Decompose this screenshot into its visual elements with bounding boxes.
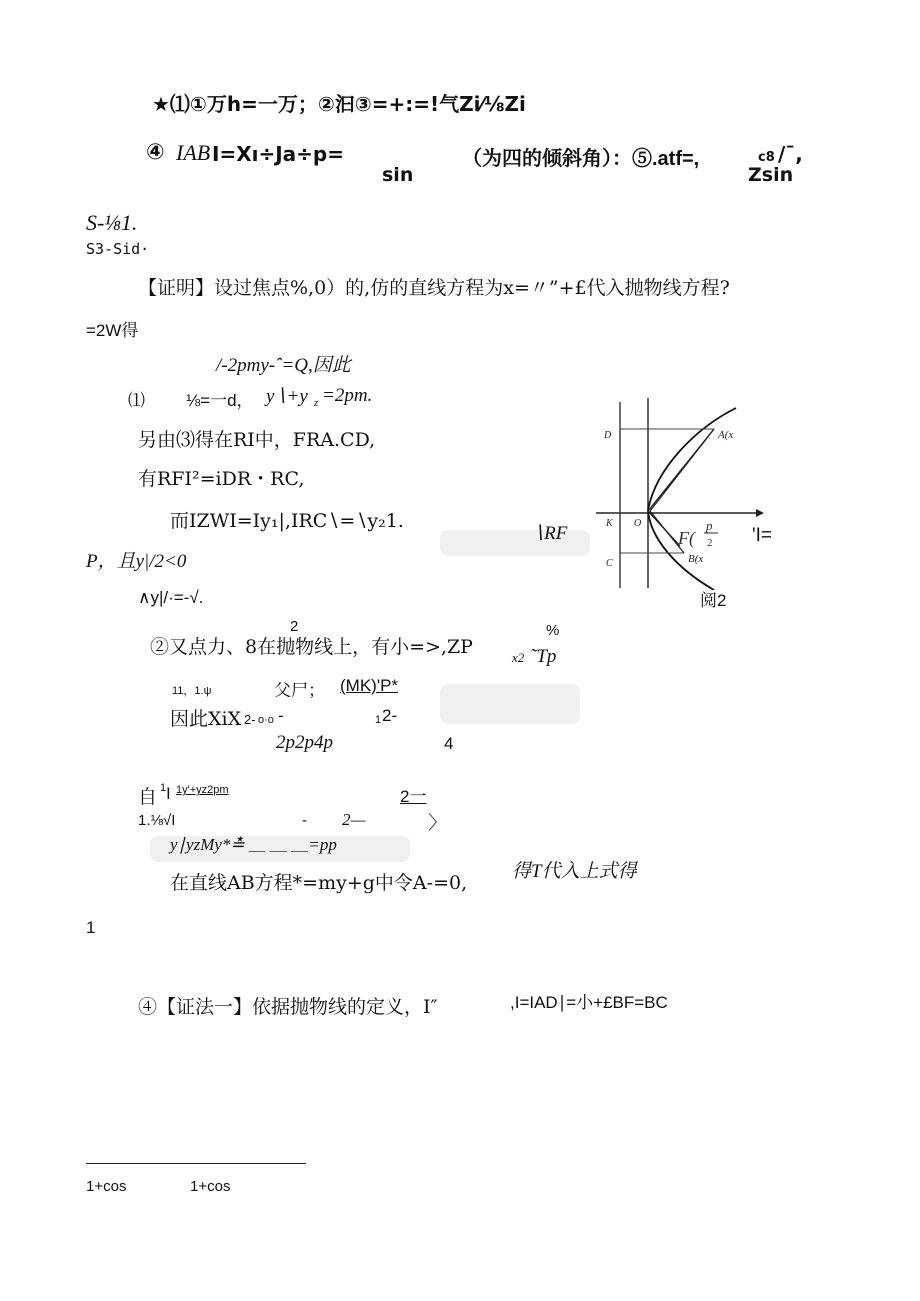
- step-3-bar: I: [166, 784, 171, 803]
- product-x-tail: 2-: [382, 706, 398, 725]
- figure-caption: 阅2: [700, 591, 727, 610]
- tp-term: ˜Tp: [530, 646, 557, 667]
- label-p: p: [706, 518, 713, 533]
- step-3-sup: 1: [160, 782, 167, 794]
- x2-sub: x2: [512, 650, 525, 665]
- sum-y-value: =2pm.: [322, 385, 373, 406]
- step-2-sub: 父尸；: [274, 681, 325, 701]
- mk-term: (MK)'P*: [340, 676, 399, 695]
- label-k: K: [606, 518, 613, 529]
- line-ab-equation: 在直线AB方程*=my+g中令A-=0,: [170, 872, 468, 894]
- denominator-4: 4: [444, 734, 454, 753]
- parabola-figure: [596, 398, 766, 590]
- step-1-marker: ⑴: [128, 391, 145, 410]
- abs-ab-label: ΙAB: [176, 140, 211, 165]
- step-3-angle: 〉: [428, 813, 448, 834]
- scan-smudge-2: [440, 684, 580, 724]
- sum-y-sub: z: [314, 397, 319, 409]
- formula-line-1: ★⑴①万h=一万；②汩③=+:=!气Zi⁄⅛Zi: [152, 92, 526, 116]
- step-3-num: 1y'+yz2pm: [176, 784, 229, 796]
- denominators-2p: 2p2p4p: [276, 732, 333, 753]
- percent-mark: %: [546, 622, 560, 639]
- incline-note: （为四的倾斜角）：⑤.atf=,: [462, 148, 700, 170]
- step-2-line: ②又点力、8在抛物线上，有小=>,ZP: [150, 636, 473, 658]
- scan-smudge: [440, 530, 590, 556]
- item-4-marker: ④: [146, 140, 165, 165]
- product-y: ⅛=一d，: [186, 391, 254, 410]
- formula-sub: c8: [758, 150, 775, 165]
- sum-y: y∖+y: [266, 386, 308, 407]
- proof-line-y: ∧y|/·=-√.: [138, 588, 204, 607]
- rf-label: ∖RF: [532, 523, 568, 544]
- denominator-zsin: Zsin: [748, 164, 794, 186]
- label-f: F(: [678, 528, 695, 548]
- substitute-text: 得T代入上式得: [512, 861, 637, 882]
- footnote-divider: [86, 1163, 306, 1164]
- proof-line-rt: 另由⑶得在RI中，FRA.CD,: [138, 429, 376, 451]
- step-3-num-2: 2一: [400, 787, 427, 806]
- area-formula: S-⅛1.: [86, 210, 138, 235]
- label-c: C: [606, 558, 613, 569]
- step-3-minus: -: [302, 812, 307, 829]
- rf-eq: 'I=: [752, 525, 773, 546]
- proof-line-rf: 有RFI²=iDR・RC,: [138, 468, 305, 490]
- step-3-two: 2—: [342, 810, 366, 829]
- proof-intro-cont: =2W得: [86, 321, 139, 340]
- label-2: 2: [707, 537, 713, 549]
- proof-line-p: P，且y|/2<0: [86, 551, 187, 572]
- step-3-denominator: y∣yzMy*≛ ＿ ＿ ＿=pp: [170, 835, 337, 854]
- x-axis-arrow: [756, 509, 764, 517]
- proof-intro: 【证明】设过焦点%,0）的,仿的直线方程为x=〃”+£代入抛物线方程?: [138, 277, 730, 299]
- focal-chord-formula: Ι=Xı÷Ja÷p=: [212, 142, 345, 166]
- area-formula-2: S3-Sid·: [86, 240, 150, 258]
- step-3-frac: 1.⅛√I: [138, 812, 176, 829]
- product-x-dots: o·o: [258, 714, 274, 726]
- lone-one: 1: [86, 918, 96, 937]
- superscript-2: 2: [290, 618, 299, 635]
- tiny-index: 11，1.ψ: [172, 685, 212, 697]
- product-x-sub: 2-: [244, 712, 256, 727]
- product-x-idx: 1: [375, 714, 382, 726]
- product-x: 因此XiX: [170, 708, 242, 730]
- denominator-sin: sin: [382, 164, 414, 186]
- label-o: O: [634, 518, 642, 529]
- footnote-denominator-2: 1+cos: [190, 1178, 231, 1195]
- label-d: D: [604, 430, 612, 441]
- ao-line: [648, 429, 714, 511]
- product-x-dash: -: [278, 706, 284, 725]
- quadratic-equation: /-2pmy-ˆ=Q,因此: [216, 355, 351, 376]
- proof-method-1-eq: ,I=IAD∣=小+£BF=BC: [510, 993, 668, 1012]
- proof-method-1: ④【证法一】依据抛物线的定义，I″: [138, 996, 438, 1018]
- formula-tail: /ˉ,: [778, 142, 803, 166]
- label-a: A(x: [718, 429, 734, 441]
- label-b: B(x: [688, 553, 704, 565]
- footnote-denominator-1: 1+cos: [86, 1178, 127, 1195]
- proof-line-dr: 而IZWI=Iy₁|,IRC∖=∖y₂1.: [170, 510, 404, 532]
- step-3-from: 自: [138, 786, 158, 808]
